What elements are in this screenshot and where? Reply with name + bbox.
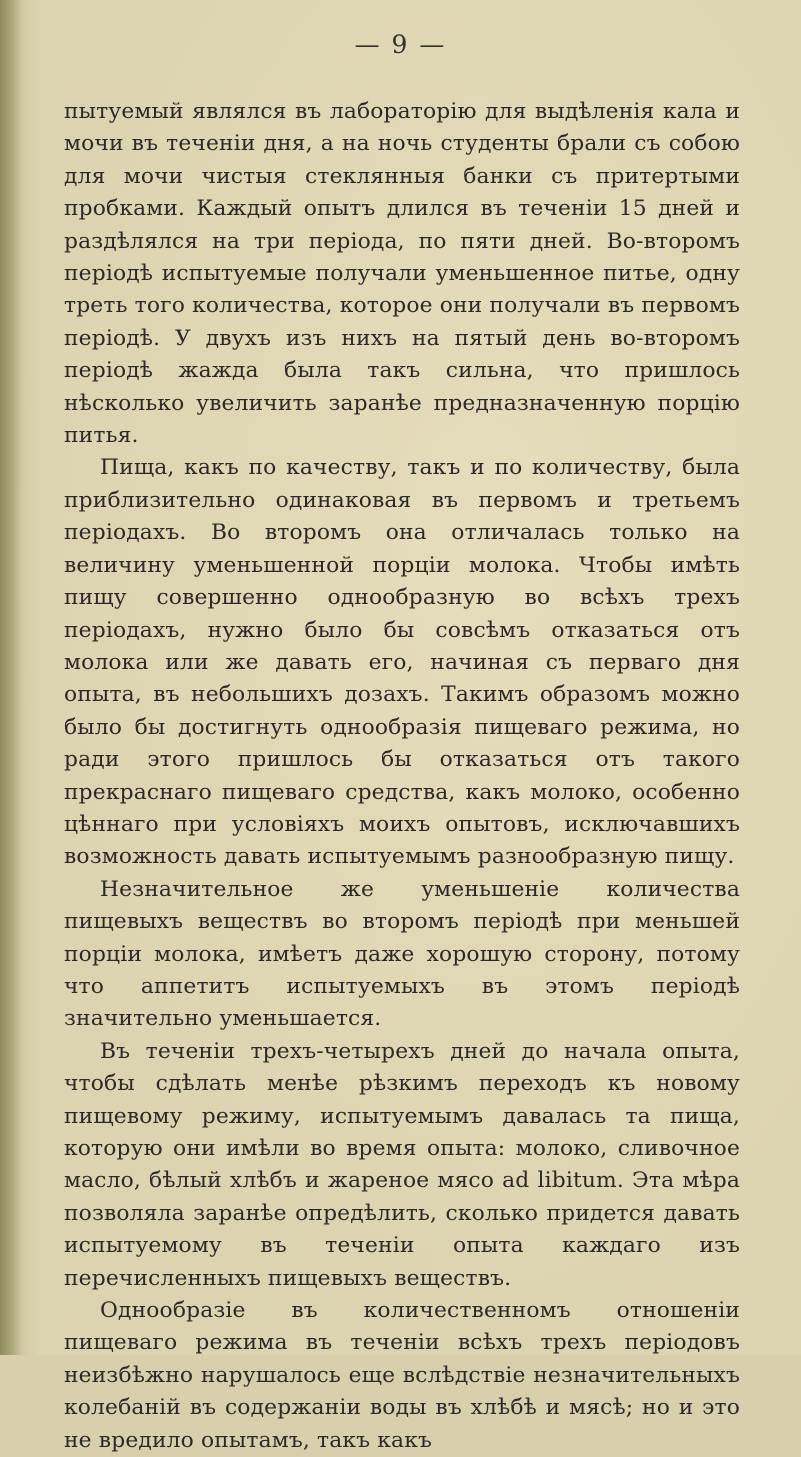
paragraph-2: Пища, какъ по качеству, такъ и по количеству, была приблизительно одинаковая въ первомъ и третьемъ періодахъ. Во второмъ она отличалась только на величину уменьшенной порціи молока. Чтобы имѣть пищу совершенно однообразную во всѣхъ трехъ періодахъ, нужно было бы совсѣмъ отказаться отъ молока или же давать его, начиная съ перваго дня опыта, въ небольшихъ дозахъ. Такимъ образомъ можно было бы достигнуть однообразія пищеваго режима, но ради этого пришлось бы отказаться отъ такого прекраснаго пищеваго средства, какъ молоко, особенно цѣннаго при условіяхъ моихъ опытовъ, исключавшихъ возможность давать испытуемымъ разнообразную пищу.: [64, 455, 740, 870]
page-number: — 9 —: [354, 30, 447, 59]
paragraph-4: Въ теченіи трехъ-четырехъ дней до начала опыта, чтобы сдѣлать менѣе рѣзкимъ переходъ къ новому пищевому режиму, испытуемымъ давалась та пища, которую они имѣли во время опыта: молоко, сливочное масло, бѣлый хлѣбъ и жареное мясо ad libitum. Эта мѣра позволяла заранѣе опредѣлить, сколько придется давать испытуемому въ теченіи опыта каждаго изъ перечисленныхъ пищевыхъ веществъ.: [64, 1038, 740, 1291]
page-spine-shadow: [0, 0, 22, 1355]
paragraph-1: пытуемый являлся въ лабораторію для выдѣленія кала и мочи въ теченіи дня, а на ночь студенты брали съ собою для мочи чистыя стеклянныя банки съ притертыми пробками. Каждый опытъ длился въ теченіи 15 дней и раздѣлялся на три періода, по пяти дней. Во-второмъ періодѣ испытуемые получали уменьшенное питье, одну треть того количества, которое они получали въ первомъ періодѣ. У двухъ изъ нихъ на пятый день во-второмъ періодѣ жажда была такъ сильна, что пришлось нѣсколько увеличить заранѣе предназначенную порцію питья.: [64, 99, 740, 449]
paragraph-5: Однообразіе въ количественномъ отношеніи пищеваго режима въ теченіи всѣхъ трехъ періодовъ неизбѣжно нарушалось еще вслѣдствіе незначительныхъ колебаній въ содержаніи воды въ хлѣбѣ и мясѣ; но и это не вредило опытамъ, такъ какъ: [64, 1298, 740, 1453]
paragraph-3: Незначительное же уменьшеніе количества пищевыхъ веществъ во второмъ періодѣ при меньшей порціи молока, имѣетъ даже хорошую сторону, потому что аппетитъ испытуемыхъ въ этомъ періодѣ значительно уменьшается.: [64, 876, 740, 1032]
body-text: [64, 96, 740, 1457]
